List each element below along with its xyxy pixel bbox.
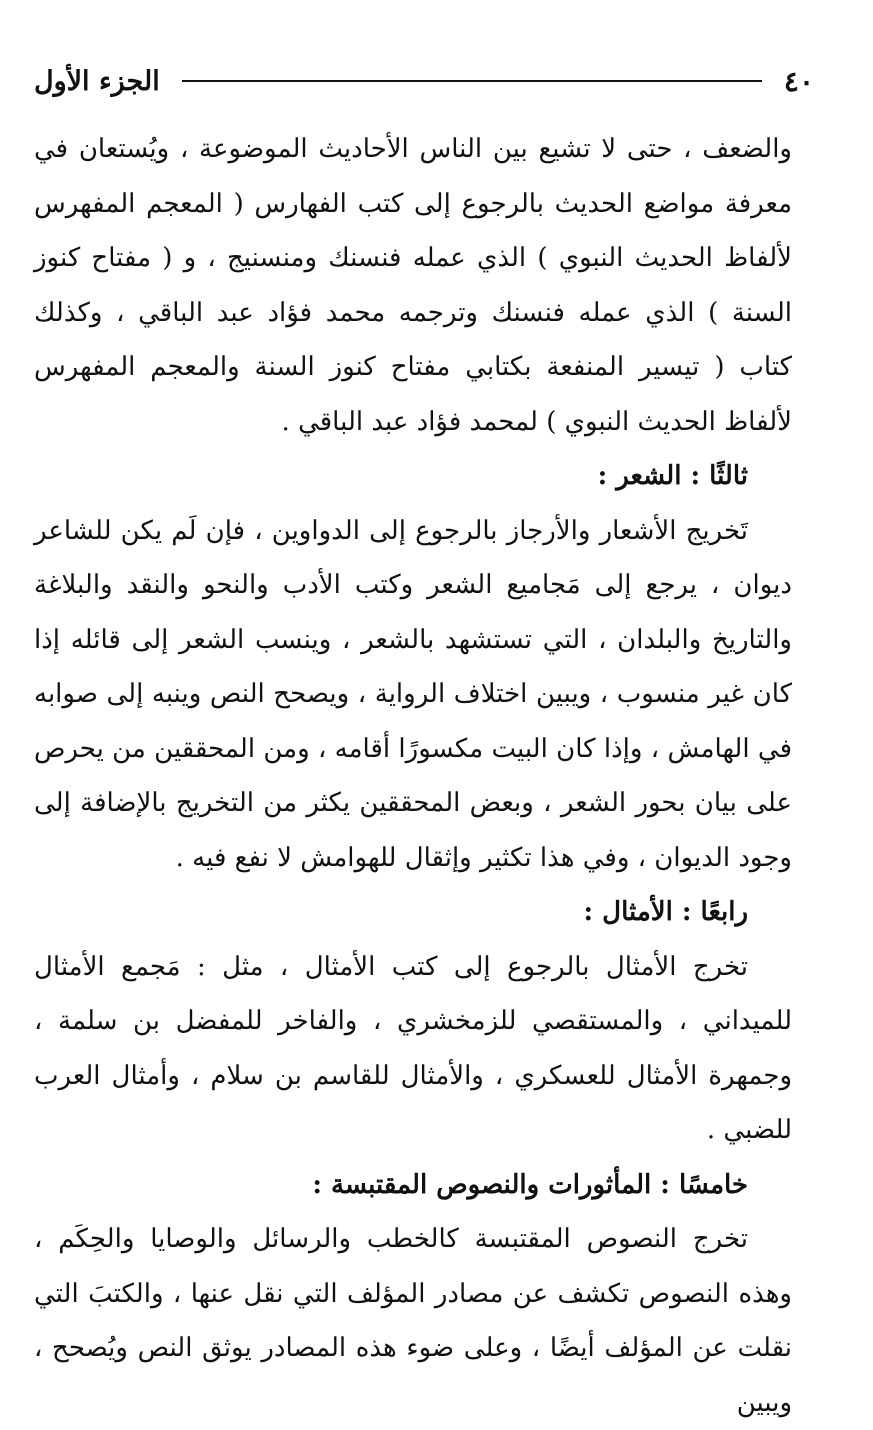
page-header xyxy=(34,58,814,104)
page-number: ٤٠ xyxy=(783,64,814,98)
paragraph-quoted-texts: تخرج النصوص المقتبسة كالخطب والرسائل والوصايا والحِكَم ، وهذه النصوص تكشف عن مصادر المؤلف التي نقل عنها ، والكتبَ التي نقلت عن المؤلف أيضًا ، وعلى ضوء هذه المصادر يوثق النص ويُصحح ، ويبين xyxy=(34,1224,792,1418)
paragraph-proverbs: تخرج الأمثال بالرجوع إلى كتب الأمثال ، مثل : مَجمع الأمثال للميداني ، والمستقصي للزمخشري ، والفاخر للمفضل بن سلمة ، وجمهرة الأمثال للعسكري ، والأمثال للقاسم بن سلام ، وأمثال العرب للضبي . xyxy=(34,951,792,1145)
paragraph-poetry: تَخريج الأشعار والأرجاز بالرجوع إلى الدواوين ، فإن لَم يكن للشاعر ديوان ، يرجع إلى مَجاميع الشعر وكتب الأدب والنحو والنقد والبلاغة والتاريخ والبلدان ، التي تستشهد بالشعر ، وينسب الشعر إلى قائله إذا كان غير منسوب ، ويبين اختلاف الرواية ، ويصحح النص وينبه إلى صوابه في الهامش ، وإذا كان البيت مكسورًا أقامه ، ومن المحققين من يحرص على بيان بحور الشعر ، وبعض المحققين يكثر من التخريج بالإضافة إلى وجود الديوان ، وفي هذا تكثير وإثقال للهوامش لا نفع فيه . xyxy=(34,515,792,873)
paragraph-hadith-indexes: والضعف ، حتى لا تشيع بين الناس الأحاديث الموضوعة ، ويُستعان في معرفة مواضع الحديث بالرجوع إلى كتب الفهارس ( المعجم المفهرس لألفاظ الحديث النبوي ) الذي عمله فنسنك ومنسنيج ، و ( مفتاح كنوز السنة ) الذي عمله فنسنك وترجمه محمد فؤاد عبد الباقي ، وكذلك كتاب ( تيسير المنفعة بكتابي مفتاح كنوز السنة والمعجم المفهرس لألفاظ الحديث النبوي ) لمحمد فؤاد عبد الباقي . xyxy=(34,134,792,437)
heading-proverbs: رابعًا : الأمثال : xyxy=(583,897,748,927)
heading-quoted-texts: خامسًا : المأثورات والنصوص المقتبسة : xyxy=(312,1169,748,1200)
running-title: الجزء الأول xyxy=(34,65,160,97)
body-text xyxy=(34,122,792,1430)
header-rule xyxy=(182,80,762,82)
heading-poetry: ثالثًا : الشعر : xyxy=(597,461,748,491)
